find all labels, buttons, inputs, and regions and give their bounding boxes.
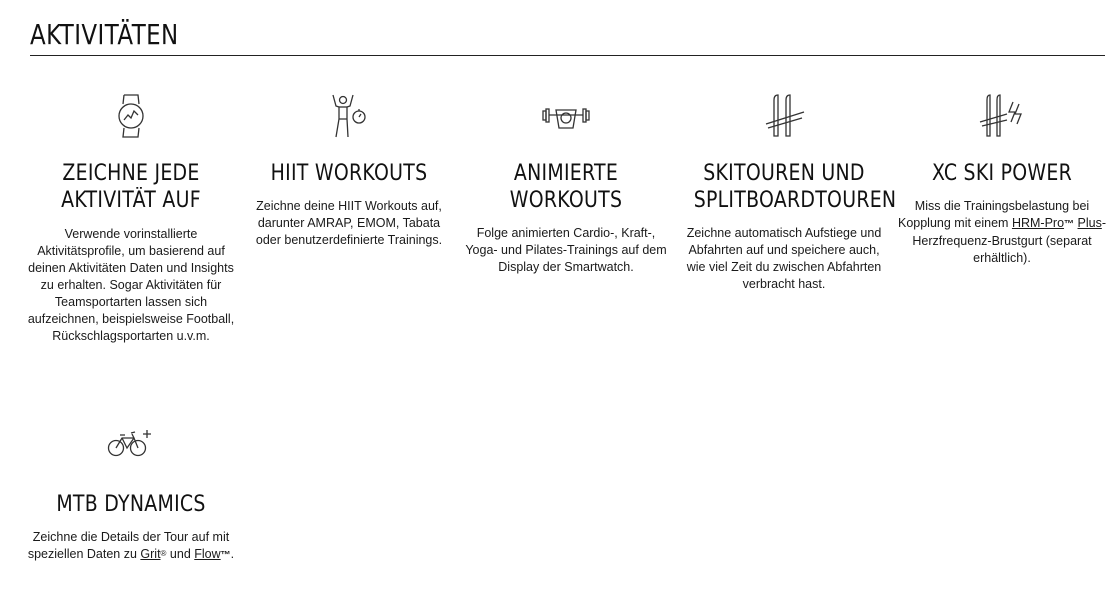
hrm-pro-plus-link[interactable]: Plus: [1077, 216, 1102, 230]
feature-title: SPLITBOARDTOUREN: [693, 188, 897, 213]
description-text: Miss die Trainingsbelastung bei Kopplung mit einem: [897, 199, 1090, 230]
flow-link[interactable]: Flow: [194, 547, 221, 561]
description-text: Zeichne die Details der Tour auf mit speziellen Daten zu: [27, 530, 230, 561]
feature-title: HIIT WORKOUTS: [270, 161, 428, 186]
feature-title: AKTIVITÄT AUF: [61, 188, 201, 213]
title-divider: [30, 55, 1105, 56]
description-text: -Herzfrequenz-Brustgurt (separat erhältlich).: [912, 216, 1107, 265]
feature-description: Zeichne automatisch Aufstiege und Abfahrten auf und speichere auch, wie viel Zeit du zwischen Abfahrten verbracht hast.: [686, 226, 882, 291]
xc-skis-power-icon: [897, 82, 1107, 140]
feature-title: ZEICHNE JEDE: [62, 161, 200, 186]
feature-description: [897, 198, 1107, 267]
feature-description: Verwende vorinstallierte Aktivitätsprofile, um basierend auf deinen Aktivitäten Daten und Insights zu erhalten. Sogar Aktivitäten für Teamsportarten lassen sich aufzeichnen, beispielsweise Football, Rückschlagsportarten u.v.m.: [27, 227, 235, 343]
watch-icon: [26, 82, 236, 140]
grit-link[interactable]: Grit: [140, 547, 161, 561]
feature-animated-workouts: [461, 82, 671, 276]
feature-description: Folge animierten Cardio-, Kraft-, Yoga- und Pilates-Trainings auf dem Display der Smartwatch.: [465, 226, 667, 274]
registered-symbol: ®: [160, 549, 167, 558]
section-title: AKTIVITÄTEN: [30, 18, 179, 51]
feature-title: MTB DYNAMICS: [56, 492, 206, 517]
feature-record-activity: [26, 82, 236, 345]
description-text: und: [166, 547, 195, 561]
skis-icon: [679, 82, 889, 140]
mountain-bike-icon: [26, 414, 236, 458]
feature-title: ANIMIERTE WORKOUTS: [509, 161, 623, 213]
feature-xc-ski-power: [897, 82, 1107, 267]
feature-title: XC SKI POWER: [931, 161, 1073, 186]
trademark-symbol: ™: [1064, 219, 1075, 230]
description-text: .: [230, 547, 235, 561]
trademark-symbol: ™: [220, 550, 231, 561]
feature-ski-touring: [679, 82, 897, 293]
feature-title: SKITOUREN UND: [703, 161, 865, 186]
feature-description: Zeichne deine HIIT Workouts auf, darunter AMRAP, EMOM, Tabata oder benutzerdefinierte Trainings.: [255, 199, 443, 247]
feature-hiit-workouts: [244, 82, 454, 249]
dumbbell-watch-icon: [461, 82, 671, 140]
feature-mtb-dynamics: [26, 414, 236, 564]
feature-description: [26, 529, 236, 564]
hiit-person-stopwatch-icon: [244, 82, 454, 140]
hrm-pro-link[interactable]: HRM-Pro: [1011, 216, 1065, 230]
